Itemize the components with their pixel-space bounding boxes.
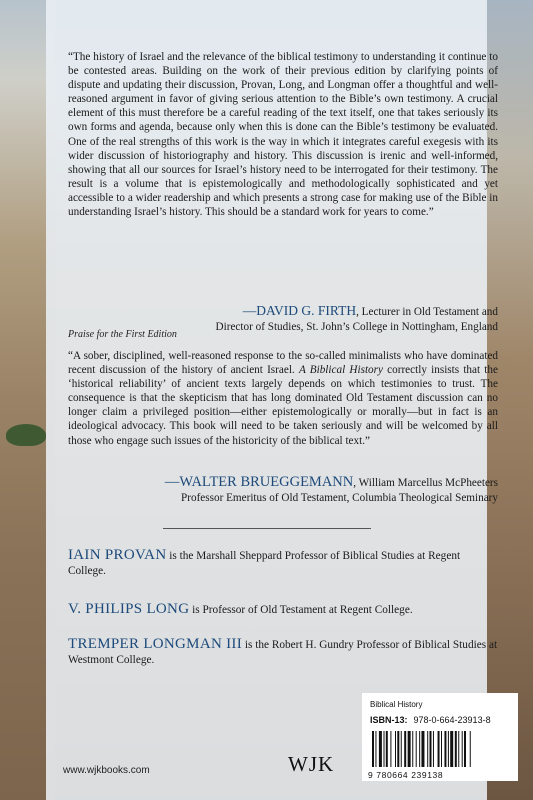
quote-text-part1: “A sober, disciplined, well-reasoned response to the so-called minimalists who have dominated recent discussion of the history of ancient Israel. [68, 350, 498, 377]
author-affiliation: Professor Emeritus of Old Testament, Columbia Theological Seminary [181, 492, 498, 504]
barcode-bars [372, 731, 512, 767]
barcode-bar [450, 731, 453, 767]
bio-text: is the Robert H. Gundry Professor of Biblical Studies at Westmont College. [68, 639, 498, 666]
barcode-bar [384, 731, 385, 767]
barcode-bar [470, 731, 471, 767]
bio-name: TREMPER LONGMAN III [68, 636, 243, 652]
barcode-bar [455, 731, 457, 767]
author-title: , Lecturer in Old Testament and [356, 306, 498, 318]
barcode-bar [462, 731, 463, 767]
barcode-bar [433, 731, 434, 767]
barcode-bar [401, 731, 402, 767]
author-title: , William Marcellus McPheeters [353, 477, 498, 489]
barcode-bar [395, 731, 396, 767]
endorsement-quote-firth [68, 50, 498, 219]
endorsement-quote-brueggemann [68, 349, 498, 448]
barcode-bar [375, 731, 376, 767]
barcode-bar [419, 731, 420, 767]
barcode-bar [441, 731, 442, 767]
barcode-bar [372, 731, 374, 767]
barcode-bar [444, 731, 446, 767]
barcode-bar [427, 731, 428, 767]
isbn-label: ISBN-13: [370, 715, 408, 725]
bio-name: V. PHILIPS LONG [68, 601, 190, 617]
publisher-website: www.wjkbooks.com [63, 765, 150, 776]
barcode-bar [421, 731, 424, 767]
barcode-bar [416, 731, 417, 767]
book-title: A Biblical History [298, 364, 383, 377]
author-bio-longman [68, 637, 498, 667]
author-bio-long [68, 602, 498, 618]
author-affiliation: Director of Studies, St. John’s College in Nottingham, England [215, 321, 498, 333]
barcode-bar [404, 731, 406, 767]
author-name: —DAVID G. FIRTH [242, 303, 357, 318]
bio-name: IAIN PROVAN [68, 547, 167, 563]
divider-line [163, 528, 371, 529]
barcode-bar [408, 731, 411, 767]
barcode-bar [390, 731, 391, 767]
barcode-bar [458, 731, 459, 767]
bio-text: is Professor of Old Testament at Regent College. [189, 604, 413, 616]
endorsement-attribution-brueggemann [68, 475, 498, 506]
publisher-logo: WJK [288, 752, 335, 776]
barcode-digits: 9 780664 239138 [368, 770, 444, 780]
bio-text: is the Marshall Sheppard Professor of Biblical Studies at Regent College. [68, 550, 461, 577]
barcode-box [362, 693, 518, 781]
barcode-bar [379, 731, 382, 767]
barcode-bar [412, 731, 413, 767]
barcode-bar [386, 731, 388, 767]
barcode-bar [438, 731, 440, 767]
isbn-line [370, 715, 491, 725]
author-bio-provan [68, 548, 498, 578]
author-name: —WALTER BRUEGGEMANN [164, 474, 354, 490]
quote-text-part2: correctly insists that the ‘historical reliability’ of ancient texts largely depends on which testimonies to trust. The consequence is that the skepticism that has long dominated Old Testament discussion can no longer claim a privileged position—either epistemologically or morally—but in fact is an ideological advocacy. This book will need to be taken seriously and will be welcomed by all those who engage such issues of the historicity of the biblical text.” [68, 364, 498, 447]
barcode-bar [448, 731, 449, 767]
barcode-title: Biblical History [370, 700, 423, 709]
isbn-number: 978-0-664-23913-8 [413, 715, 491, 725]
quote-text: “The history of Israel and the relevance of the biblical testimony to understanding it continue to be contested areas. Building on the work of their previous edition by clarifying points of dispute and updating their discussion, Provan, Long, and Longman offer a thoughtful and well-reasoned argument in favor of giving serious attention to the Bible’s own testimony. A crucial element of this must therefore be a careful reading of the text itself, one that takes seriously its own forms and agenda, because only when this is done can the Bible’s testimony be evaluated. One of the real strengths of this work is the way in which it integrates careful exegesis with its wider discussion of historiography and history. This discussion is irenic and well-informed, showing that all our sources for Israel’s history need to be interrogated for their testimony. The result is a volume that is epistemologically and methodologically sophisticated and yet accessible to a wider readership and which presents a strong case for making use of the Bible in understanding Israel’s history. This should be a standard work for years to come.” [68, 51, 498, 219]
barcode-bar [430, 731, 432, 767]
tree-silhouette [6, 424, 46, 446]
praise-heading: Praise for the First Edition [68, 329, 177, 340]
barcode-bar [464, 731, 466, 767]
barcode-bar [397, 731, 399, 767]
